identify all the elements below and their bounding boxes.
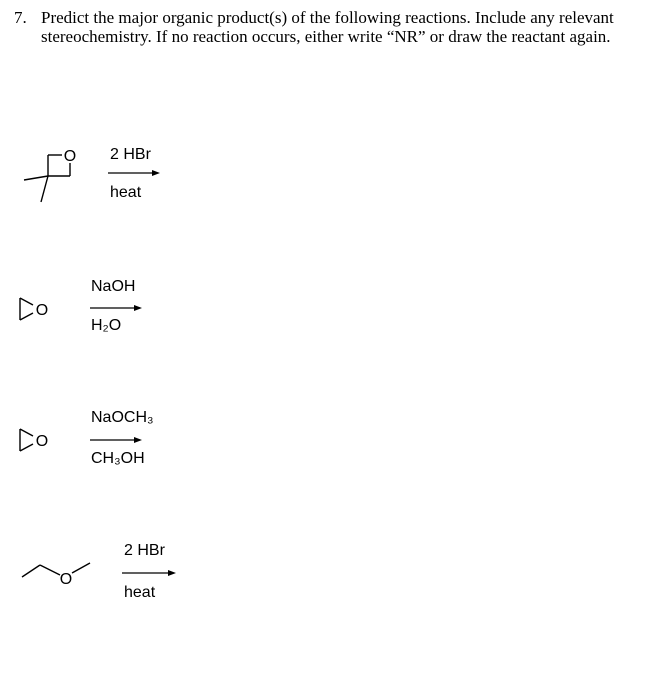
reaction-2 (0, 272, 654, 342)
oxygen-atom-label: O (35, 433, 49, 450)
reagent-above: NaOH (91, 278, 136, 295)
reagent-above: NaOCH₃ (91, 409, 154, 426)
reagent-above: 2 HBr (124, 542, 165, 559)
reactant-structure-epoxide (0, 403, 80, 473)
reagent-below: CH₃OH (91, 450, 145, 467)
reaction-arrow (122, 568, 176, 578)
reagent-above: 2 HBr (110, 146, 151, 163)
question-prompt: Predict the major organic product(s) of the following reactions. Include any relevant stereochemistry. If no reaction occurs, either write “NR” or draw the reactant again. (41, 8, 614, 46)
reactant-structure-oxetane (0, 130, 100, 220)
reaction-arrow (90, 303, 142, 313)
reaction-1 (0, 130, 654, 220)
reaction-arrow (90, 435, 142, 445)
question-number: 7. (14, 8, 27, 27)
reaction-4 (0, 535, 654, 615)
reactant-structure-diethyl-ether (0, 535, 100, 605)
reagent-below: heat (124, 584, 156, 601)
reaction-arrow (108, 168, 160, 178)
question-block (14, 8, 644, 46)
reagent-below: heat (110, 184, 142, 201)
reagent-below: H₂O (91, 317, 122, 334)
reactant-structure-epoxide (0, 272, 80, 342)
reaction-3 (0, 403, 654, 473)
oxygen-atom-label: O (59, 571, 73, 588)
oxygen-atom-label: O (63, 148, 77, 165)
oxygen-atom-label: O (35, 302, 49, 319)
